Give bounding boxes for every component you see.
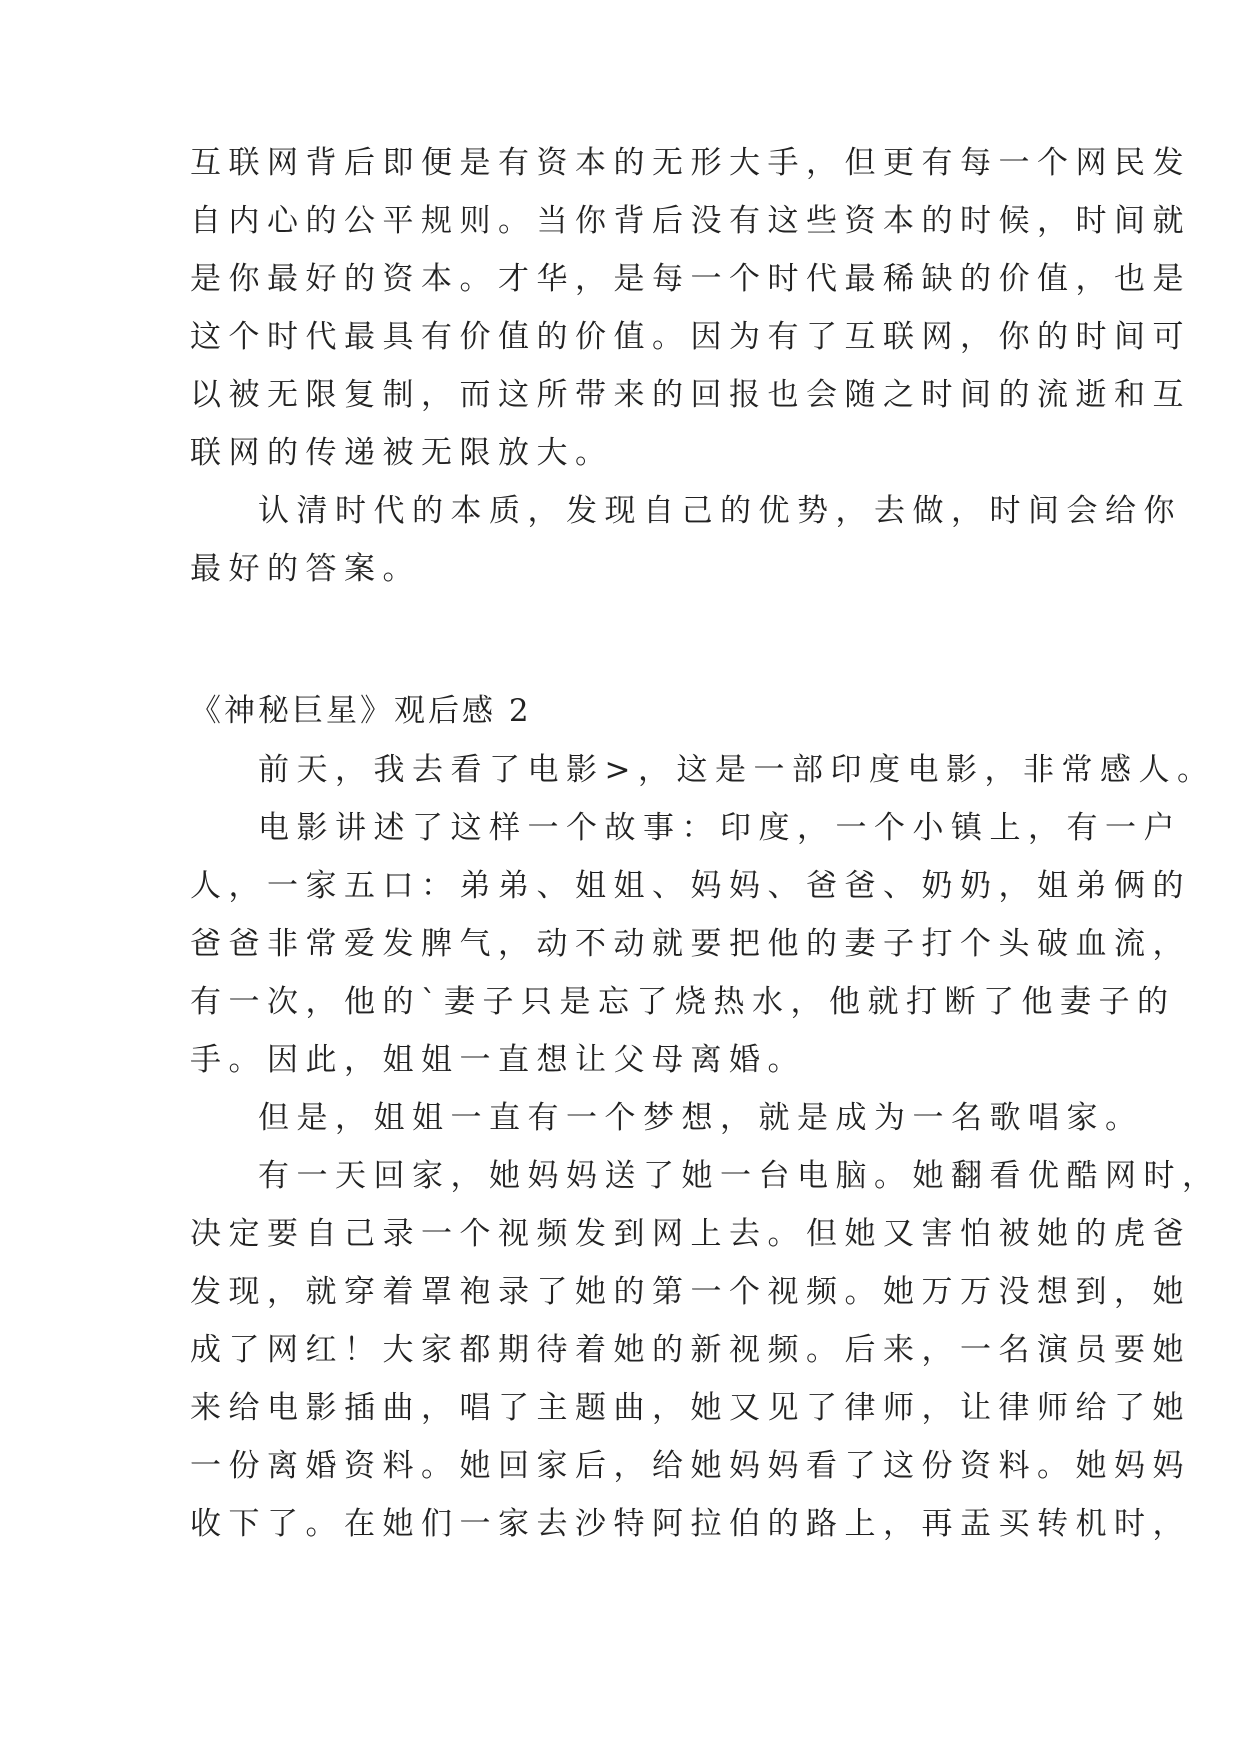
paragraph-line: 来给电影插曲，唱了主题曲，她又见了律师，让律师给了她: [190, 1390, 1191, 1426]
paragraph-line: 爸爸非常爱发脾气，动不动就要把他的妻子打个头破血流，: [190, 926, 1191, 962]
paragraph-line: 有一次，他的`妻子只是忘了烧热水，他就打断了他妻子的: [190, 984, 1176, 1020]
paragraph-line: 发现，就穿着罩袍录了她的第一个视频。她万万没想到，她: [190, 1274, 1191, 1310]
section-heading: 《神秘巨星》观后感 2: [190, 693, 532, 729]
paragraph-line: 是你最好的资本。才华，是每一个时代最稀缺的价值，也是: [190, 261, 1191, 297]
paragraph-line: 一份离婚资料。她回家后，给她妈妈看了这份资料。她妈妈: [190, 1448, 1191, 1484]
paragraph-line: 联网的传递被无限放大。: [190, 435, 614, 471]
paragraph-line: 前天，我去看了电影>，这是一部印度电影，非常感人。: [258, 752, 1216, 788]
paragraph-line: 但是，姐姐一直有一个梦想，就是成为一名歌唱家。: [258, 1100, 1144, 1136]
paragraph-line: 以被无限复制，而这所带来的回报也会随之时间的流逝和互: [190, 377, 1191, 413]
paragraph-line: 决定要自己录一个视频发到网上去。但她又害怕被她的虎爸: [190, 1216, 1191, 1252]
paragraph-line: 手。因此，姐姐一直想让父母离婚。: [190, 1042, 806, 1078]
section-1: [190, 134, 1191, 598]
paragraph-line: 互联网背后即便是有资本的无形大手，但更有每一个网民发: [190, 145, 1191, 181]
paragraph-line: 成了网红！大家都期待着她的新视频。后来，一名演员要她: [190, 1332, 1191, 1368]
paragraph-line: 有一天回家，她妈妈送了她一台电脑。她翻看优酷网时，: [258, 1158, 1221, 1194]
paragraph-line: 电影讲述了这样一个故事：印度，一个小镇上，有一户: [258, 810, 1182, 846]
section-2: [190, 741, 1221, 1553]
paragraph-line: 最好的答案。: [190, 551, 421, 587]
paragraph-line: 认清时代的本质，发现自己的优势，去做，时间会给你: [258, 493, 1182, 529]
paragraph-line: 这个时代最具有价值的价值。因为有了互联网，你的时间可: [190, 319, 1191, 355]
paragraph-line: 人，一家五口：弟弟、姐姐、妈妈、爸爸、奶奶，姐弟俩的: [190, 868, 1191, 904]
paragraph-line: 收下了。在她们一家去沙特阿拉伯的路上，再盂买转机时，: [190, 1506, 1191, 1542]
paragraph-line: 自内心的公平规则。当你背后没有这些资本的时候，时间就: [190, 203, 1191, 239]
